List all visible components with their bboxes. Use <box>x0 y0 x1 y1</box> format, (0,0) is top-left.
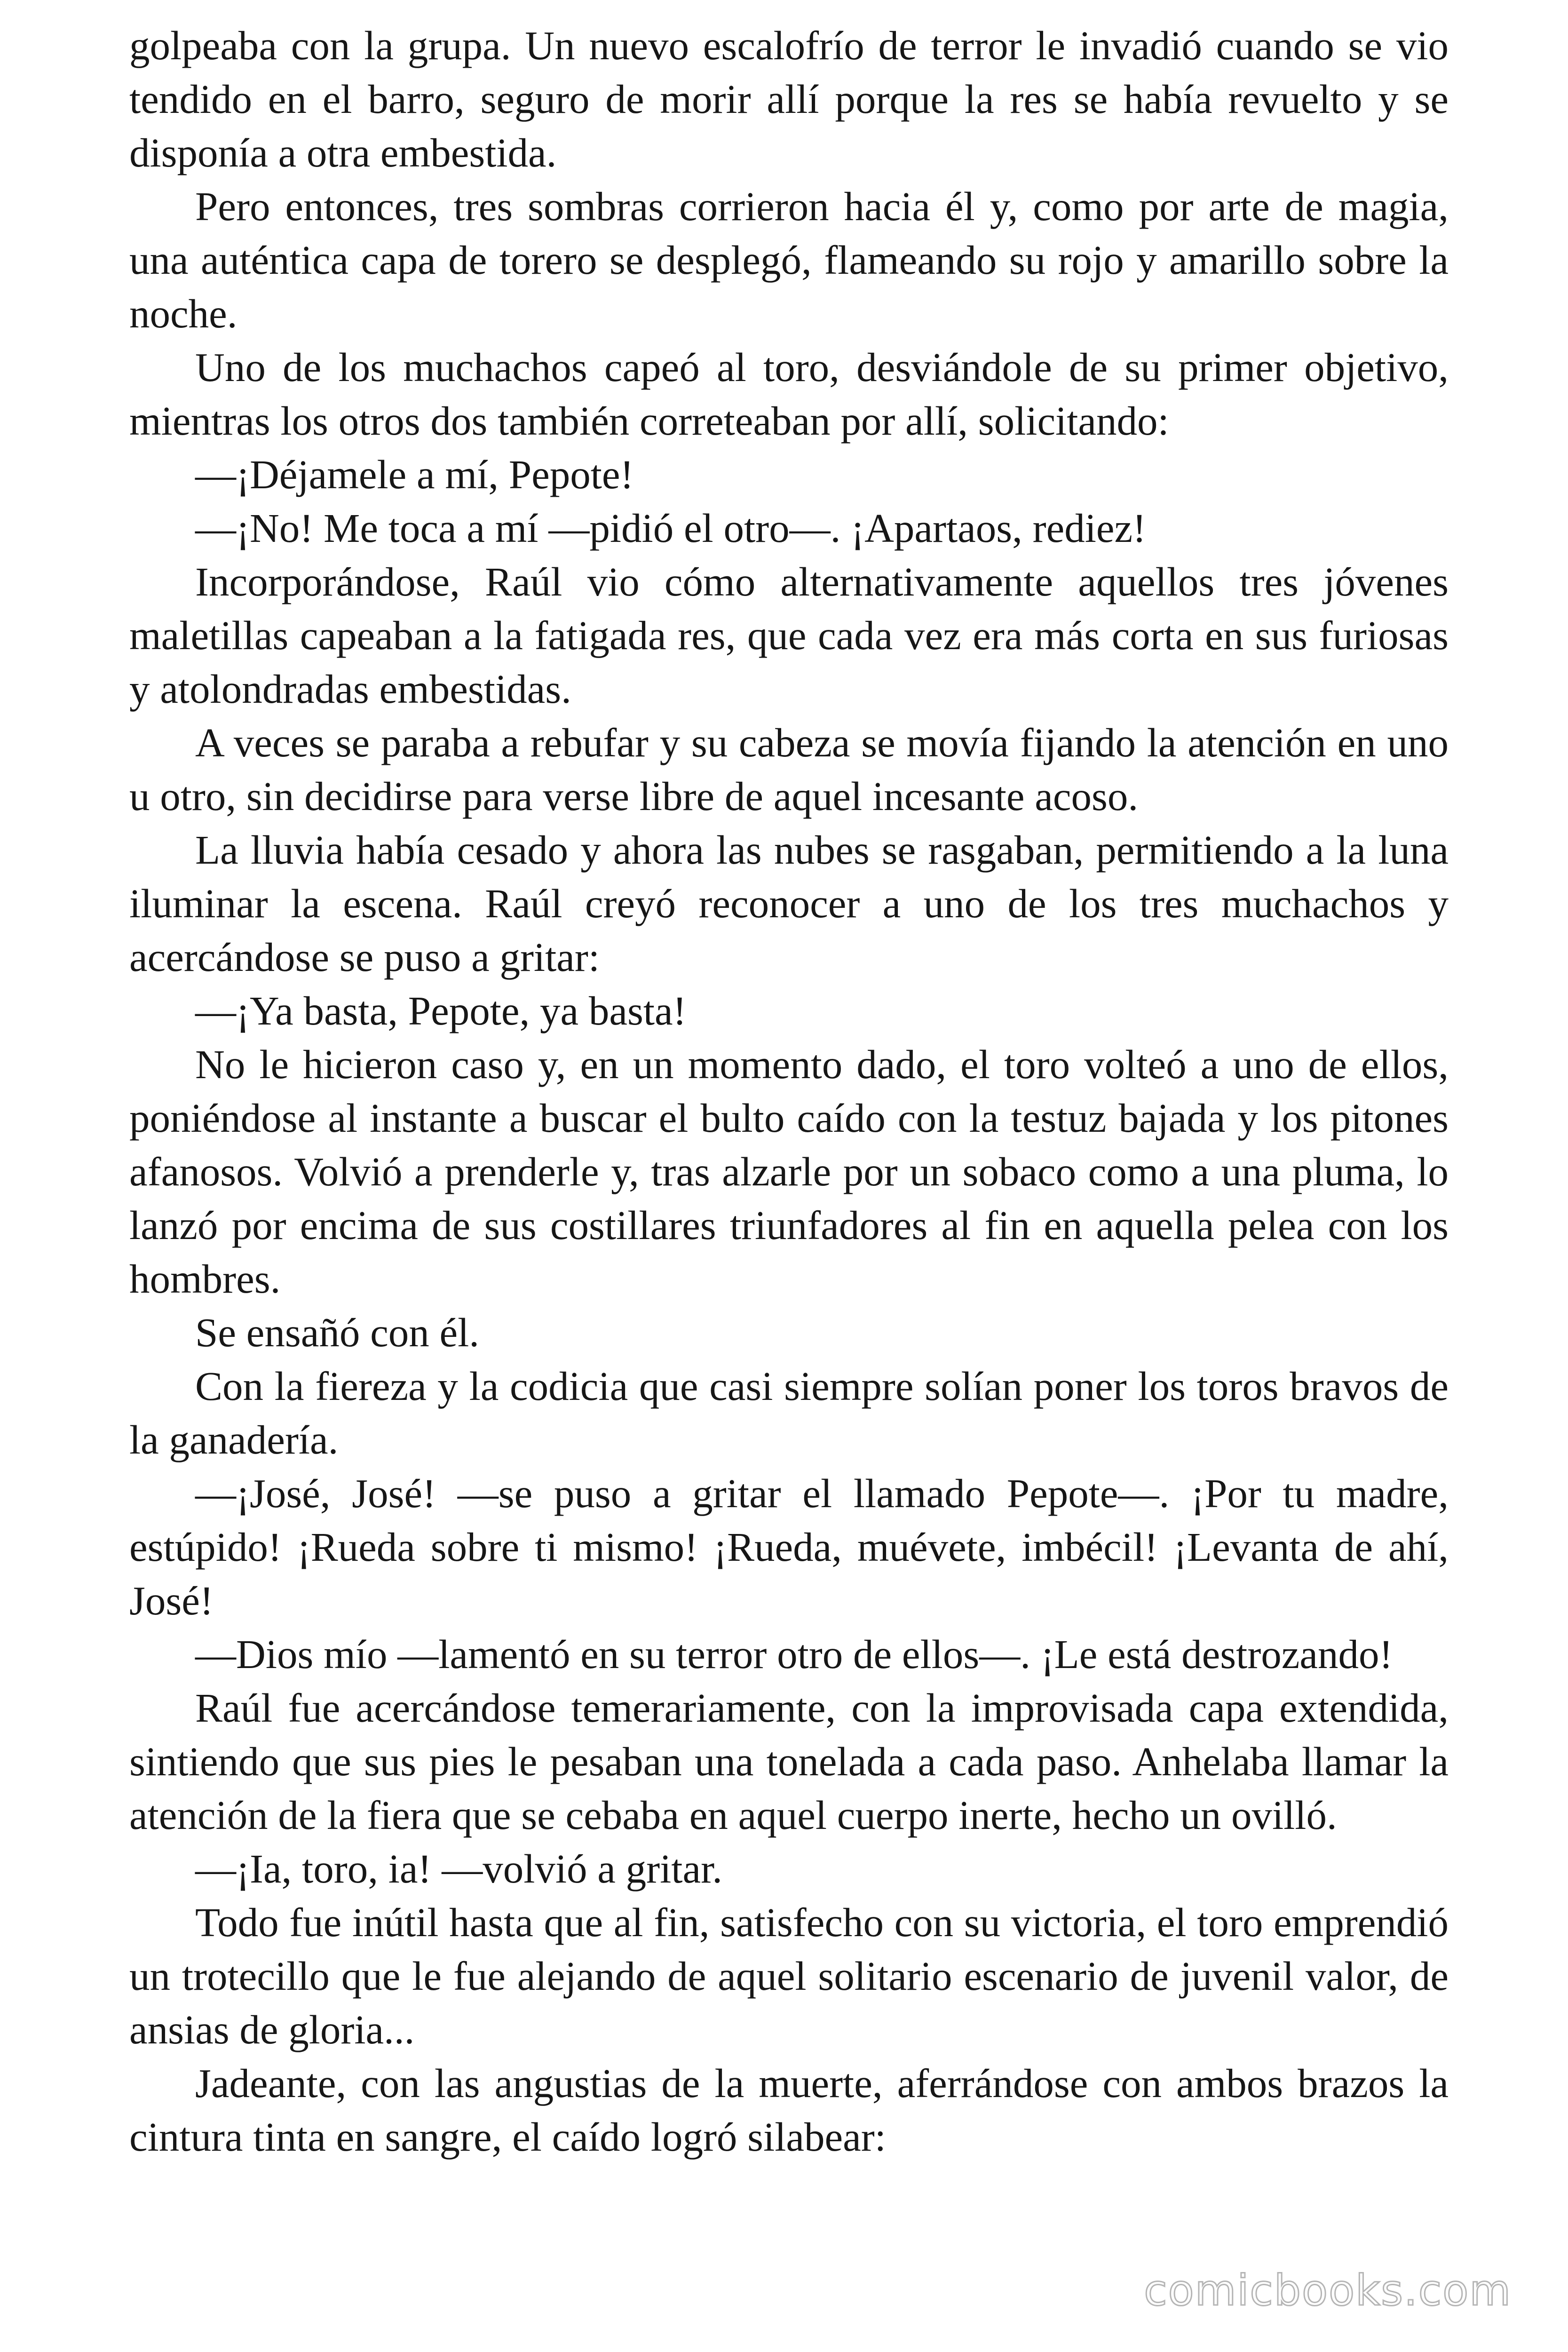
watermark: comicbooks.com <box>1144 2266 1512 2315</box>
paragraph-17: Todo fue inútil hasta que al fin, satisfecho con su victoria, el toro emprendió un trotecillo que le fue alejando de aquel solitario escenario de juvenil valor, de ansias de gloria... <box>129 1899 1449 2052</box>
paragraph-2: Pero entonces, tres sombras corrieron hacia él y, como por arte de magia, una auténtica capa de torero se desplegó, flameando su rojo y amarillo sobre la noche. <box>129 183 1449 336</box>
document-body <box>129 19 1449 2164</box>
paragraph-15: Raúl fue acercándose temerariamente, con la improvisada capa extendida, sintiendo que sus pies le pesaban una tonelada a cada paso. Anhelaba llamar la atención de la fiera que se cebaba en aquel cuerpo inerte, hecho un ovilló. <box>129 1685 1449 1838</box>
paragraph-11: Se ensañó con él. <box>195 1310 479 1355</box>
dialogue-line: —¡Déjamele a mí, Pepote! <box>195 452 634 497</box>
paragraph-12: Con la fiereza y la codicia que casi siempre solían poner los toros bravos de la ganadería. <box>129 1363 1449 1462</box>
paragraph-3: Uno de los muchachos capeó al toro, desviándole de su primer objetivo, mientras los otros dos también correteaban por allí, solicitando: <box>129 344 1449 444</box>
dialogue-line: —¡Ia, toro, ia! —volvió a gritar. <box>195 1846 723 1891</box>
paragraph-18: Jadeante, con las angustias de la muerte, aferrándose con ambos brazos la cintura tinta en sangre, el caído logró silabear: <box>129 2060 1449 2160</box>
paragraph-1: golpeaba con la grupa. Un nuevo escalofrío de terror le invadió cuando se vio tendido en el barro, seguro de morir allí porque la res se había revuelto y se disponía a otra embestida. <box>129 23 1449 175</box>
dialogue-line: —¡Ya basta, Pepote, ya basta! <box>195 988 687 1033</box>
dialogue-line: —Dios mío —lamentó en su terror otro de ellos—. ¡Le está destrozando! <box>195 1631 1393 1677</box>
paragraph-10: No le hicieron caso y, en un momento dado, el toro volteó a uno de ellos, poniéndose al instante a buscar el bulto caído con la testuz bajada y los pitones afanosos. Volvió a prenderle y, tras alzarle por un sobaco como a una pluma, lo lanzó por encima de sus costillares triunfadores al fin en aquella pelea con los hombres. <box>129 1041 1449 1302</box>
paragraph-8: La lluvia había cesado y ahora las nubes se rasgaban, permitiendo a la luna iluminar la escena. Raúl creyó reconocer a uno de los tres muchachos y acercándose se puso a gritar: <box>129 827 1449 980</box>
dialogue-line: —¡José, José! —se puso a gritar el llamado Pepote—. ¡Por tu madre, estúpido! ¡Rueda sobre ti mismo! ¡Rueda, muévete, imbécil! ¡Levanta de ahí, José! <box>129 1470 1449 1623</box>
dialogue-line: —¡No! Me toca a mí —pidió el otro—. ¡Apartaos, rediez! <box>195 505 1147 551</box>
paragraph-6: Incorporándose, Raúl vio cómo alternativamente aquellos tres jóvenes maletillas capeaban a la fatigada res, que cada vez era más corta en sus furiosas y atolondradas embestidas. <box>129 559 1449 712</box>
paragraph-7: A veces se paraba a rebufar y su cabeza se movía fijando la atención en uno u otro, sin decidirse para verse libre de aquel incesante acoso. <box>129 720 1449 819</box>
